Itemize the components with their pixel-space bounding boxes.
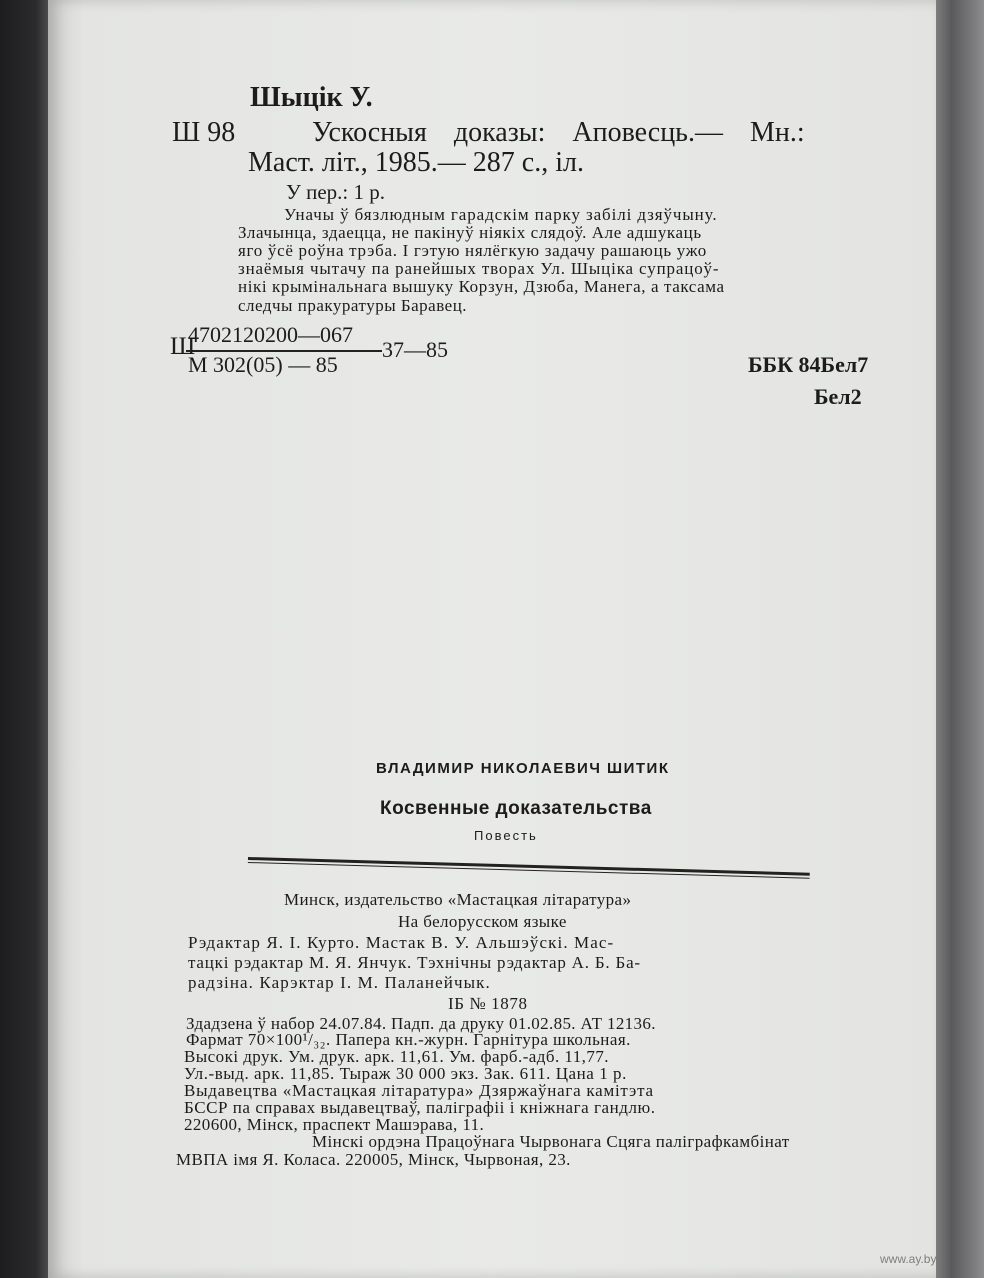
imprint-line: Минск, издательство «Мастацкая літаратура» <box>284 890 632 909</box>
index-suffix: 37—85 <box>382 337 448 362</box>
card-author: Шыцік У. <box>250 82 373 113</box>
bel-code: Бел2 <box>814 384 862 409</box>
imprint-line: МВПА імя Я. Коласа. 220005, Мінск, Чырвоная, 23. <box>176 1150 571 1169</box>
annotation-line: следчы пракуратуры Баравец. <box>238 296 468 315</box>
card-title-line-1: Ускосныя доказы: Аповесць.— Мн.: <box>312 117 805 148</box>
watermark: www.ay.by <box>880 1252 937 1266</box>
index-letter: Ш <box>170 333 196 360</box>
imprint-line: Рэдактар Я. І. Курто. Мастак В. У. Альшэўскі. Мас- <box>188 933 615 952</box>
russian-author: ВЛАДИМИР НИКОЛАЕВИЧ ШИТИК <box>376 760 670 777</box>
annotation-line: нікі крымінальнага вышуку Корзун, Дзюба, Манега, а таксама <box>238 277 725 296</box>
divider-rule <box>248 857 810 879</box>
imprint-line: На белорусском языке <box>398 912 567 931</box>
annotation-line: Злачынца, здаецца, не пакінуў ніякіх слядоў. Але адшукаць <box>238 223 702 242</box>
russian-genre: Повесть <box>474 828 538 843</box>
imprint-line: Фармат 70×100¹/₃₂. Папера кн.-журн. Гарнітура школьная. <box>186 1030 631 1049</box>
book-right-edge <box>930 0 984 1278</box>
imprint-line: Мінскі ордэна Працоўнага Чырвонага Сцяга паліграфкамбінат <box>312 1132 790 1151</box>
book-page <box>48 0 936 1278</box>
annotation-line: яго ўсё роўна трэба. І гэтую нялёгкую задачу рашаюць ужо <box>238 241 707 260</box>
imprint-line: БССР па справах выдавецтваў, паліграфіі і кніжнага гандлю. <box>184 1098 656 1117</box>
annotation-line: Уначы ў бязлюдным гарадскім парку забілі дзяўчыну. <box>284 205 718 224</box>
imprint-line: Здадзена ў набор 24.07.84. Падп. да друку 01.02.85. АТ 12136. <box>186 1014 656 1033</box>
imprint-line: Выдавецтва «Мастацкая літаратура» Дзяржаўнага камітэта <box>184 1081 654 1100</box>
card-code: Ш 98 <box>172 117 236 148</box>
imprint-line: радзіна. Карэктар І. М. Паланейчык. <box>188 973 491 992</box>
imprint-line: ІБ № 1878 <box>448 994 528 1013</box>
imprint-line: 220600, Мінск, праспект Машэрава, 11. <box>184 1115 485 1134</box>
imprint-line: Высокі друк. Ум. друк. арк. 11,61. Ум. фарб.-адб. 11,77. <box>184 1047 609 1066</box>
imprint-line: Ул.-выд. арк. 11,85. Тыраж 30 000 экз. Зак. 611. Цана 1 р. <box>184 1064 627 1083</box>
card-price: У пер.: 1 р. <box>286 180 386 204</box>
index-numerator: 4702120200—067 <box>188 322 353 347</box>
card-title-line-2: Маст. літ., 1985.— 287 с., іл. <box>248 147 584 178</box>
index-denominator: М 302(05) — 85 <box>188 352 338 377</box>
russian-title: Косвенные доказательства <box>380 798 652 819</box>
annotation-line: знаёмыя чытачу па ранейшых творах Ул. Шыцiка супрацоў- <box>238 259 720 278</box>
bbk-code: ББК 84Бел7 <box>748 352 869 377</box>
imprint-line: тацкі рэдактар М. Я. Янчук. Тэхнічны рэдактар А. Б. Ба- <box>188 953 641 972</box>
